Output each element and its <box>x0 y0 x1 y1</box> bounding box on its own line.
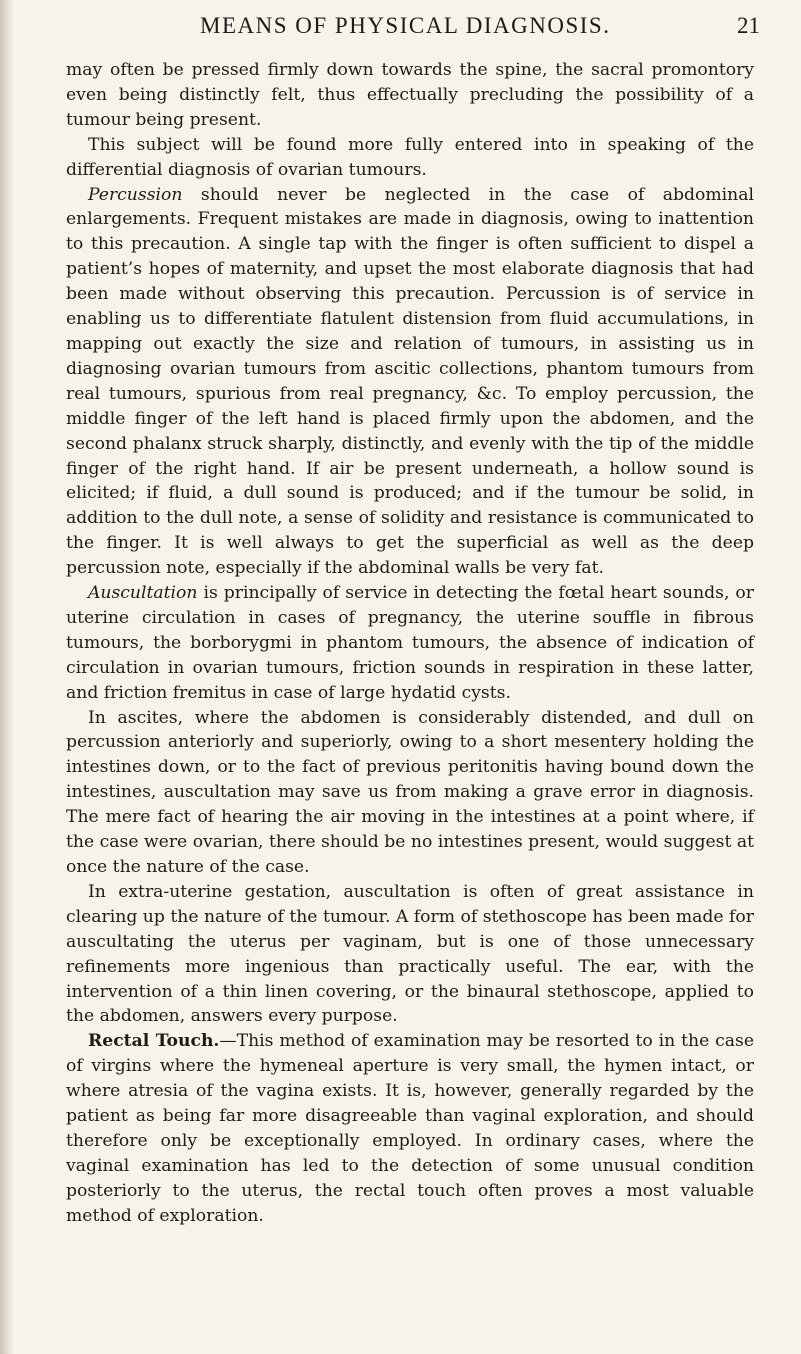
paragraph-text: may often be pressed firmly down towards the spine, the sacral promontory even being distinctly felt, thus effectually precluding the possibility of a tumour being present. <box>66 60 754 130</box>
paragraph-text: —This method of examination may be resorted to in the case of virgins where the hymeneal aperture is very small, the hymen intact, or where atresia of the vagina exists. It is, however, generally regarded by the patient as being far more disagreeable than vaginal exploration, and should therefore only be exceptionally employed. In ordinary cases, where the vaginal examination has led to the detection of some unusual condition posteriorly to the uterus, the rectal touch often proves a most valuable method of exploration. <box>66 1031 754 1226</box>
paragraph-rectal-touch <box>66 1029 754 1228</box>
term-auscultation: Auscultation <box>88 583 198 604</box>
paragraph <box>66 880 754 1029</box>
paragraph <box>66 133 754 183</box>
text-body <box>66 58 754 1229</box>
paragraph-percussion <box>66 183 754 582</box>
term-rectal-touch: Rectal Touch. <box>88 1031 220 1052</box>
paragraph-auscultation <box>66 581 754 706</box>
running-head <box>60 8 760 44</box>
paragraph-text: should never be neglected in the case of abdominal enlargements. Frequent mistakes are made in diagnosis, owing to inattention to this precaution. A single tap with the finger is often sufficient to dispel a patient’s hopes of maternity, and upset the most elaborate diagnosis that had been made without observing this precaution. Percussion is of service in enabling us to differentiate flatulent distension from fluid accumulations, in mapping out exactly the size and relation of tumours, in assisting us in diagnosing ovarian tumours from ascitic collections, phantom tumours from real tumours, spurious from real pregnancy, &c. To employ percussion, the middle finger of the left hand is placed firmly upon the abdomen, and the second phalanx struck sharply, distinctly, and evenly with the tip of the middle finger of the right hand. If air be present underneath, a hollow sound is elicited; if fluid, a dull sound is produced; and if the tumour be solid, in addition to the dull note, a sense of solidity and resistance is communicated to the finger. It is well always to get the superficial as well as the deep percussion note, especially if the abdominal walls be very fat. <box>66 184 754 579</box>
paragraph-text: is principally of service in detecting the fœtal heart sounds, or uterine circulation in cases of pregnancy, the uterine souffle in fibrous tumours, the borborygmi in phantom tumours, the absence of indication of circulation in ovarian tumours, friction sounds in respiration in these latter, and friction fremitus in case of large hydatid cysts. <box>66 583 754 703</box>
paragraph-text: This subject will be found more fully entered into in speaking of the differential diagnosis of ovarian tumours. <box>66 134 754 180</box>
paragraph <box>66 706 754 880</box>
paragraph-text: In ascites, where the abdomen is considerably distended, and dull on percussion anteriorly and superiorly, owing to a short mesentery holding the intestines down, or to the fact of previous peritonitis having bound down the intestines, auscultation may save us from making a grave error in diagnosis. The mere fact of hearing the air moving in the intestines at a point where, if the case were ovarian, there should be no intestines present, would suggest at once the nature of the case. <box>66 707 754 877</box>
paragraph-text: In extra-uterine gestation, auscultation is often of great assistance in clearing up the nature of the tumour. A form of stethoscope has been made for auscultating the uterus per vaginam, but is one of those unnecessary refinements more ingenious than practically useful. The ear, with the intervention of a thin linen covering, or the binaural stethoscope, applied to the abdomen, answers every purpose. <box>66 881 754 1027</box>
page-number: 21 <box>737 13 760 38</box>
spine-shadow <box>0 0 14 1354</box>
term-percussion: Percussion <box>88 184 183 205</box>
paragraph <box>66 58 754 133</box>
running-title: MEANS OF PHYSICAL DIAGNOSIS. <box>200 13 611 38</box>
